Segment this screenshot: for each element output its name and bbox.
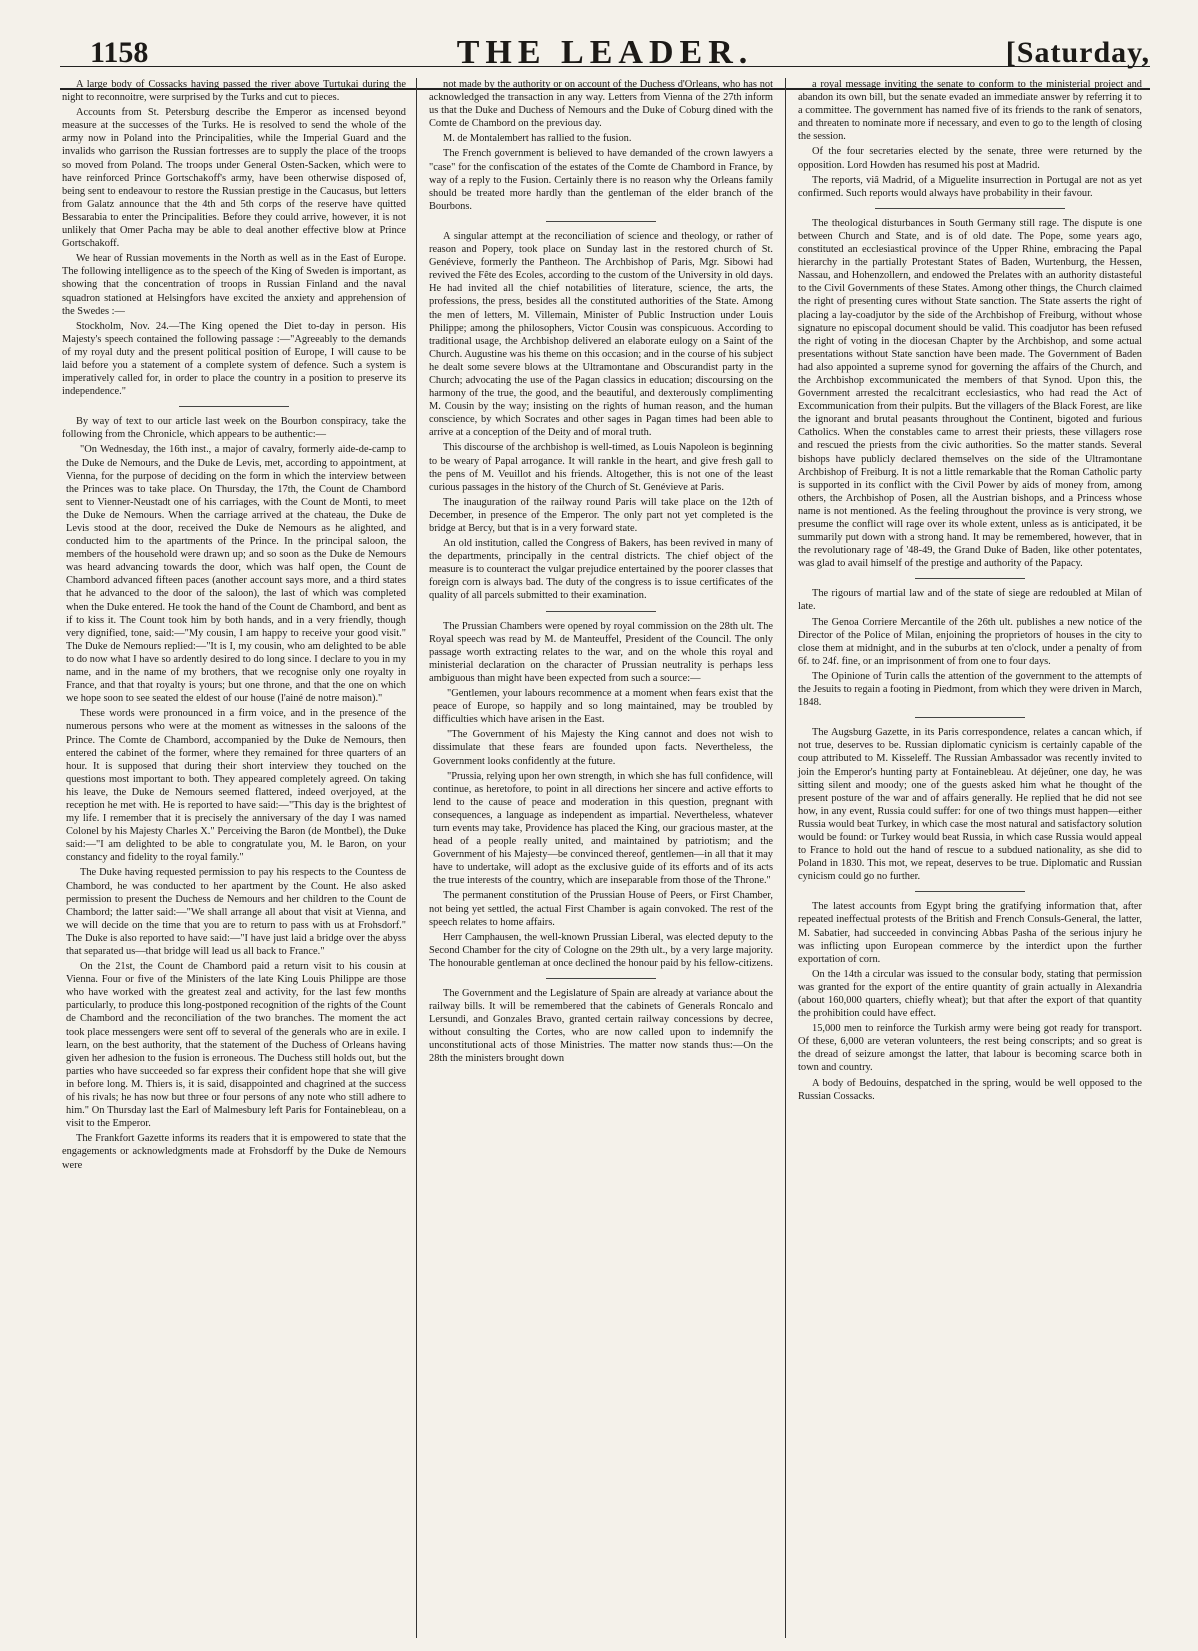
article-paragraph: The Frankfort Gazette informs its readers that it is empowered to state that the engagements or acknowledgments made at Frohsdorff by the Duke de Nemours were [62, 1133, 406, 1171]
quoted-paragraph: On the 21st, the Count de Chambord paid a return visit to his cousin at Vienna. Four or five of the Ministers of the late King Louis Philippe are those who have worked with the greatest zeal and activity, for the last few months particularly, to produce this long-postponed recognition of the rights of the Count de Chambord and the reconciliation of the two branches. The moment the act took place messengers were sent off to several of the generals who are in exile. I learn, on the best authority, that the statement of the Duchess of Orleans having given her adhesion to the fusion is erroneous. The Duchess still holds out, but the parties who have succeeded so far express their confident hope that she will give in before long. M. Thiers is, it is said, disappointed and chagrined at the success of his rivals; he has now but three or four persons of any note who still adhere to him." On Thursday last the Earl of Malmesbury left Paris for Fontainebleau, on a visit to the Emperor. [66, 961, 406, 1130]
article-paragraph: Stockholm, Nov. 24.—The King opened the Diet to-day in person. His Majesty's speech contained the following passage :—"Agreeably to the demands of my royal duty and the present political position of Europe, I will cause to be laid before you a statement of a complete system of defence. Such a system is imperatively called for, in order to place the country in a position to preserve its independence." [62, 320, 406, 398]
article-paragraph: The inauguration of the railway round Paris will take place on the 12th of December, in presence of the Emperor. The only part not yet completed is the bridge at Bercy, but that is in a very forward state. [429, 496, 773, 534]
article-paragraph: This discourse of the archbishop is well-timed, as Louis Napoleon is beginning to be weary of Papal arrogance. It will rankle in the heart, and give fresh gall to the pens of M. Veuillot and his friends. Altogether, this is not one of the least curious passages in the history of the Church of St. Genévieve at Paris. [429, 442, 773, 493]
article-paragraph: A body of Bedouins, despatched in the spring, would be well opposed to the Russian Cossacks. [798, 1077, 1142, 1102]
article-paragraph: The theological disturbances in South Germany still rage. The dispute is one between Church and State, and is of old date. The Pope, some years ago, constituted an ecclesiastical province of the Upper Rhine, embracing the Papal hierarchy in the partially Protestant States of Baden, Wurtenburg, the Hessen, Nassau, and Hohenzollern, and endowed the Prelates with an authority distasteful to the Civil Governments of these States. Among other things, the Church claimed the right of presenting cures without State sanction. The State asserts the right of placing a lay-coadjutor by the side of the Archbishop of Freiburg, without whose signature no episcopal document should be valid. This coadjutor has been refused the right of voting in the diocesan Chapter by the Archbishop, and some actual presentations without State sanction have been made. The Government of Baden had also appointed a supreme synod for governing the affairs of the Church, and the Archbishop excommunicated the members of that Synod. Upon this, the Government arrested the recalcitrant ecclesiastics, who had read the Act of Excommunication from their pulpits. But the villagers of the Black Forest, are like the ignorant and brutal peasants throughout the Continent, bigoted and furious Catholics. When the constables came to arrest their priests, these villagers rose and rescued the priests from the civic authorities. So the matter stands. Several bishops have publicly declared themselves on the side of the Ultramontane Archbishop of Freiburg. It is not a little remarkable that the Roman Catholic party is supported in its conflict with the Civil Power by aids of money from, among others, the Archbishop of Posen, all the Austrian bishops, and a Princess whose name is not mentioned. As the feeling throughout the province is very strong, we presume the conflict will rage over its whole extent, unless as is anticipated, it be summarily put down with a strong hand. It may be remembered, however, that in the revolutionary rage of '48-49, the Grand Duke of Baden, like other potentates, was glad to avail himself of the prestige and authority of the Papacy. [798, 217, 1142, 570]
issue-day: [Saturday, [1005, 36, 1150, 69]
section-divider [179, 406, 289, 407]
column-divider [416, 78, 417, 1638]
article-paragraph: An old institution, called the Congress of Bakers, has been revived in many of the departments, principally in the central districts. The chief object of the measure is to counteract the vulgar prejudice entertained by the poorer classes that foreign corn is always bad. The duty of the congress is to issue certificates of the quality of all parcels submitted to their examination. [429, 538, 773, 602]
section-divider [875, 208, 1065, 209]
article-paragraph: Of the four secretaries elected by the senate, three were returned by the opposition. Lord Howden has resumed his post at Madrid. [798, 146, 1142, 171]
article-paragraph: not made by the authority or on account of the Duchess d'Orleans, who has not acknowledged the transaction in any way. Letters from Vienna of the 27th inform us that the Duke and Duchess of Nemours and the Duke of Coburg dined with the Comte de Chambord on the previous day. [429, 79, 773, 130]
article-paragraph: The reports, viâ Madrid, of a Miguelite insurrection in Portugal are not as yet confirmed. Such reports would always have probability in their favour. [798, 174, 1142, 199]
article-paragraph: M. de Montalembert has rallied to the fusion. [443, 133, 632, 145]
section-divider [915, 717, 1025, 718]
article-paragraph: 15,000 men to reinforce the Turkish army were being got ready for transport. Of these, 6,000 are veteran volunteers, the rest being conscripts; and so great is the dread of seizure amongst the latter, that labour is becoming scarce both in town and country. [798, 1023, 1142, 1074]
quoted-paragraph: "Prussia, relying upon her own strength, in which she has full confidence, will continue, as heretofore, to point in all directions her sincere and active efforts to lend to the cause of peace and moderation in this question, pregnant with consequences, a language as independent as impartial. Nevertheless, whatever turn events may take, Providence has placed the King, our gracious master, at the head of a people really united, and maintained by patriotism; and the Government of his Majesty—be convinced thereof, gentlemen—in all that it may have to undertake, will adopt as the exclusive guide of its efforts and of its acts the true interests of the country, which are inseparable from those of the Throne." [433, 770, 773, 887]
section-divider [546, 611, 656, 612]
column-divider [785, 78, 786, 1638]
column-1 [62, 78, 406, 1174]
article-paragraph: A singular attempt at the reconciliation of science and theology, or rather of reason and Popery, took place on Sunday last in the restored church of St. Genévieve, formerly the Pantheon. The Archbishop of Paris, Mgr. Sibowi had revived the Fête des Ecoles, according to the custom of the University in old days. He had invited all the chief notabilities of literature, science, the arts, the professions, the press, besides all the constituted authorities of the State. Among the men of letters, M. Villemain, Minister of Public Instruction under Louis Philippe; among the philosophers, Victor Cousin was conspicuous. According to traditional usage, the Archbishop delivered an elaborate eulogy on a Saint of the Church. Augustine was his theme on this occasion; and in the course of his subject he dealt some severe blows at the Ultramontane and Obscurandist party in the Church; advocating the use of the Pagan classics in education; discoursing on the harmony of the true, the good, and the beautiful, and dexterously complimenting M. Cousin by the way; insisting on the rights of human reason, and the human conscience, by which Socrates and other sages in Pagan times had been able to arrive at a conception of the Deity and of moral truth. [429, 230, 773, 439]
page-number: 1158 [90, 36, 149, 69]
article-paragraph: The latest accounts from Egypt bring the gratifying information that, after repeated ineffectual protests of the British and French Consuls-General, the latter, M. Sabatier, had succeeded in convincing Abbas Pasha of the serious injury he was inflicting upon European commerce by the interdict upon the further exportation of corn. [798, 901, 1142, 965]
article-paragraph: The Genoa Corriere Mercantile of the 26th ult. publishes a new notice of the Director of the Police of Milan, enjoining the proprietors of houses in the city to close them at midnight, and in the suburbs at ten o'clock, under a penalty of from 6f. to 24f. fine, or an imprisonment of from one to four days. [798, 616, 1142, 667]
section-divider [915, 891, 1025, 892]
column-2 [429, 78, 773, 1068]
section-divider [546, 221, 656, 222]
article-paragraph: By way of text to our article last week on the Bourbon conspiracy, take the following from the Chronicle, which appears to be authentic:— [62, 416, 406, 441]
article-paragraph: Herr Camphausen, the well-known Prussian Liberal, was elected deputy to the Second Chamber for the city of Cologne on the 29th ult., by a very large majority. The honourable gentleman at once declined the honour paid by his fellow-citizens. [429, 931, 773, 969]
article-paragraph: We hear of Russian movements in the North as well as in the East of Europe. The following intelligence as to the speech of the King of Sweden is important, as showing that the concentration of troops in Russian Finland and the naval squadron stationed at Helsingfors have excited the anxiety and apprehension of the Swedes :— [62, 253, 406, 317]
article-paragraph: The French government is believed to have demanded of the crown lawyers a "case" for the confiscation of the estates of the Comte de Chambord in France, by way of a reply to the Fusion. Certainly there is no reason why the Orleans family should be treated more hardly than the gentleman of the elder branch of the Bourbons. [429, 148, 773, 212]
quoted-paragraph: The Duke having requested permission to pay his respects to the Countess de Chambord, he was conducted to her apartment by the Count. He also asked permission to present the Duchess de Nemours and her children to the Count de Chambord; the latter said:—"We shall arrange all about that visit at Vienna, and we will decide on the time that you are to return to pass with us at Frohsdorf." The Duke is also reported to have said:—"I have just laid a bridge over the abyss that separated us—that bridge will lead us all back to France." [66, 867, 406, 957]
article-paragraph: The Prussian Chambers were opened by royal commission on the 28th ult. The Royal speech was read by M. de Manteuffel, President of the Council. The only passage worth extracting relates to the war, and on the whole this royal and ministerial declaration on the character of Prussian neutrality is perhaps less ambiguous than might have been expected from such a source:— [429, 620, 773, 684]
article-paragraph: The permanent constitution of the Prussian House of Peers, or First Chamber, not being yet settled, the actual First Chamber is again convoked. The rest of the speech relates to home affairs. [429, 890, 773, 928]
quoted-paragraph: "On Wednesday, the 16th inst., a major of cavalry, formerly aide-de-camp to the Duke de Nemours, and the Duke de Levis, met, according to appointment, at Vienna, for the purpose of deciding on the form in which the interview between the Princes was to take place. On Thursday, the 17th, the Count de Chambord sent to Vienner-Neustadt one of his carriages, with the Count de Monti, to meet the Duke de Nemours. When the carriage arrived at the chateau, the Duke de Levis stood at the door, received the Duke de Nemours as he alighted, and conducted him to the apartments of the Prince. In the principal saloon, the members of the household were drawn up; and so soon as the Duke de Nemours was heard advancing towards the door, which was half open, the Count de Chambord advanced fifteen paces (another account says more, and a third states that he advanced to the door of the saloon), the last of which was completed when the Duke entered. He took the hand of the Count de Chambord, and bent as if to kiss it. The Count took him by both hands, and in a very friendly, though very dignified, tone, said:—"My cousin, I am happy to receive your good visit." The Duke de Nemours replied:—"It is I, my cousin, who am delighted to be able to do now what I have so ardently desired to do long since. I declare to you in my name, and in the name of my brothers, that we recognise only one royalty in France, and that that royalty is yours; but one throne, and that the one on which we hope soon to see seated the eldest of our house (l'ainé de notre maison)." [66, 444, 406, 705]
article-paragraph: Accounts from St. Petersburg describe the Emperor as incensed beyond measure at the successes of the Turks. He is resolved to send the whole of the army now in Poland into the Principalities, while the Imperial Guard and the invalids who garrison the Russian fortresses are to supply the place of the troops so moved from Poland. The troops under General Osten-Sacken, which were to have reinforced Prince Gortschakoff's army, have been otherwise disposed of, being sent to endeavour to restore the Russian prestige in the Caucasus, but letters from Galatz announce that the 4th and 5th corps of the reserve have quitted Bessarabia to enter the Principalities. Before they could arrive, however, it is not unlikely that Omer Pacha may be able to deal another effective blow at Prince Gortschakoff. [62, 107, 406, 250]
quoted-paragraph: These words were pronounced in a firm voice, and in the presence of the numerous persons who were at the moment as witnesses in the saloons of the Prince. The Comte de Chambord, accompanied by the Duke de Nemours, then entered the cabinet of the former, where they remained for three quarters of an hour. It is supposed that during their short interview they touched on the questions most important to both. They appeared completely agreed. On taking his leave, the Duke de Nemours seemed flattered, indeed overjoyed, at the reception he met with. He is reported to have said:—"This day is the brightest of my life. I remember that it is precisely the anniversary of the day I was named Colonel by his Majesty Charles X." Perceiving the Baron (de Montbel), the Duke said:—"I am delighted to be able to congratulate you, M. le Baron, on your constancy and fidelity to the royal family." [66, 708, 406, 864]
section-divider [915, 578, 1025, 579]
quoted-paragraph: "The Government of his Majesty the King cannot and does not wish to dissimulate that these fears are founded upon facts. Nevertheless, the Government looks confidently at the future. [433, 729, 773, 767]
article-paragraph: a royal message inviting the senate to conform to the ministerial project and abandon its own bill, but the senate evaded an immediate answer by referring it to a committee. The government has named five of its friends to the rank of senators, and threaten to nominate more if necessary, and even to go to the length of closing the session. [798, 79, 1142, 143]
masthead-rule [60, 66, 1150, 67]
article-paragraph: A large body of Cossacks having passed the river above Turtukai during the night to reconnoitre, were surprised by the Turks and cut to pieces. [62, 79, 406, 104]
quoted-paragraph: "Gentlemen, your labours recommence at a moment when fears exist that the peace of Europe, so happily and so long maintained, may be troubled by difficulties which have arisen in the East. [433, 688, 773, 726]
column-3 [798, 78, 1142, 1105]
section-divider [546, 978, 656, 979]
paper-title: THE LEADER. [456, 34, 754, 71]
article-paragraph: On the 14th a circular was issued to the consular body, stating that permission was granted for the export of the entire quantity of grain actually in Alexandria (about 160,000 quarters, chiefly wheat); but that after the export of that quantity the prohibition could have effect. [798, 968, 1142, 1020]
article-paragraph: The Opinione of Turin calls the attention of the government to the attempts of the Jesuits to regain a footing in Piedmont, from which they were driven in March, 1848. [798, 670, 1142, 709]
article-paragraph: The Augsburg Gazette, in its Paris correspondence, relates a cancan which, if not true, deserves to be. Russian diplomatic cynicism is certainly capable of the coup attributed to M. Kisseleff. The Russian Ambassador was recently invited to join the Emperor's hunting party at Fontainebleau. At déjeûner, one day, he was sitting silent and moody; one of the guests asked him what he thought of the present posture of the war and of affairs generally. He replied that he did not see how, in any event, Russia could suffer: for one of two things must happen—either Russia would beat Turkey, in which case the most natural and satisfactory solution would be found: or Turkey would beat Russia, in which case Russia would appeal to France to hold out the hand of rescue to a subdued nationality, as she did to Poland in 1830. This mot, we repeat, deserves to be true. Diplomatic and Russian cynicism could go no further. [798, 727, 1142, 883]
article-paragraph: The Government and the Legislature of Spain are already at variance about the railway bills. It will be remembered that the cabinets of Generals Roncalo and Lersundi, and Gonzales Bravo, granted certain railway concessions by decree, without consulting the Cortes, who are now called upon to indemnify the unconstitutional acts of those Ministries. The matter now stands thus:—On the 28th the ministers brought down [429, 988, 773, 1065]
article-paragraph: The rigours of martial law and of the state of siege are redoubled at Milan of late. [798, 588, 1142, 613]
